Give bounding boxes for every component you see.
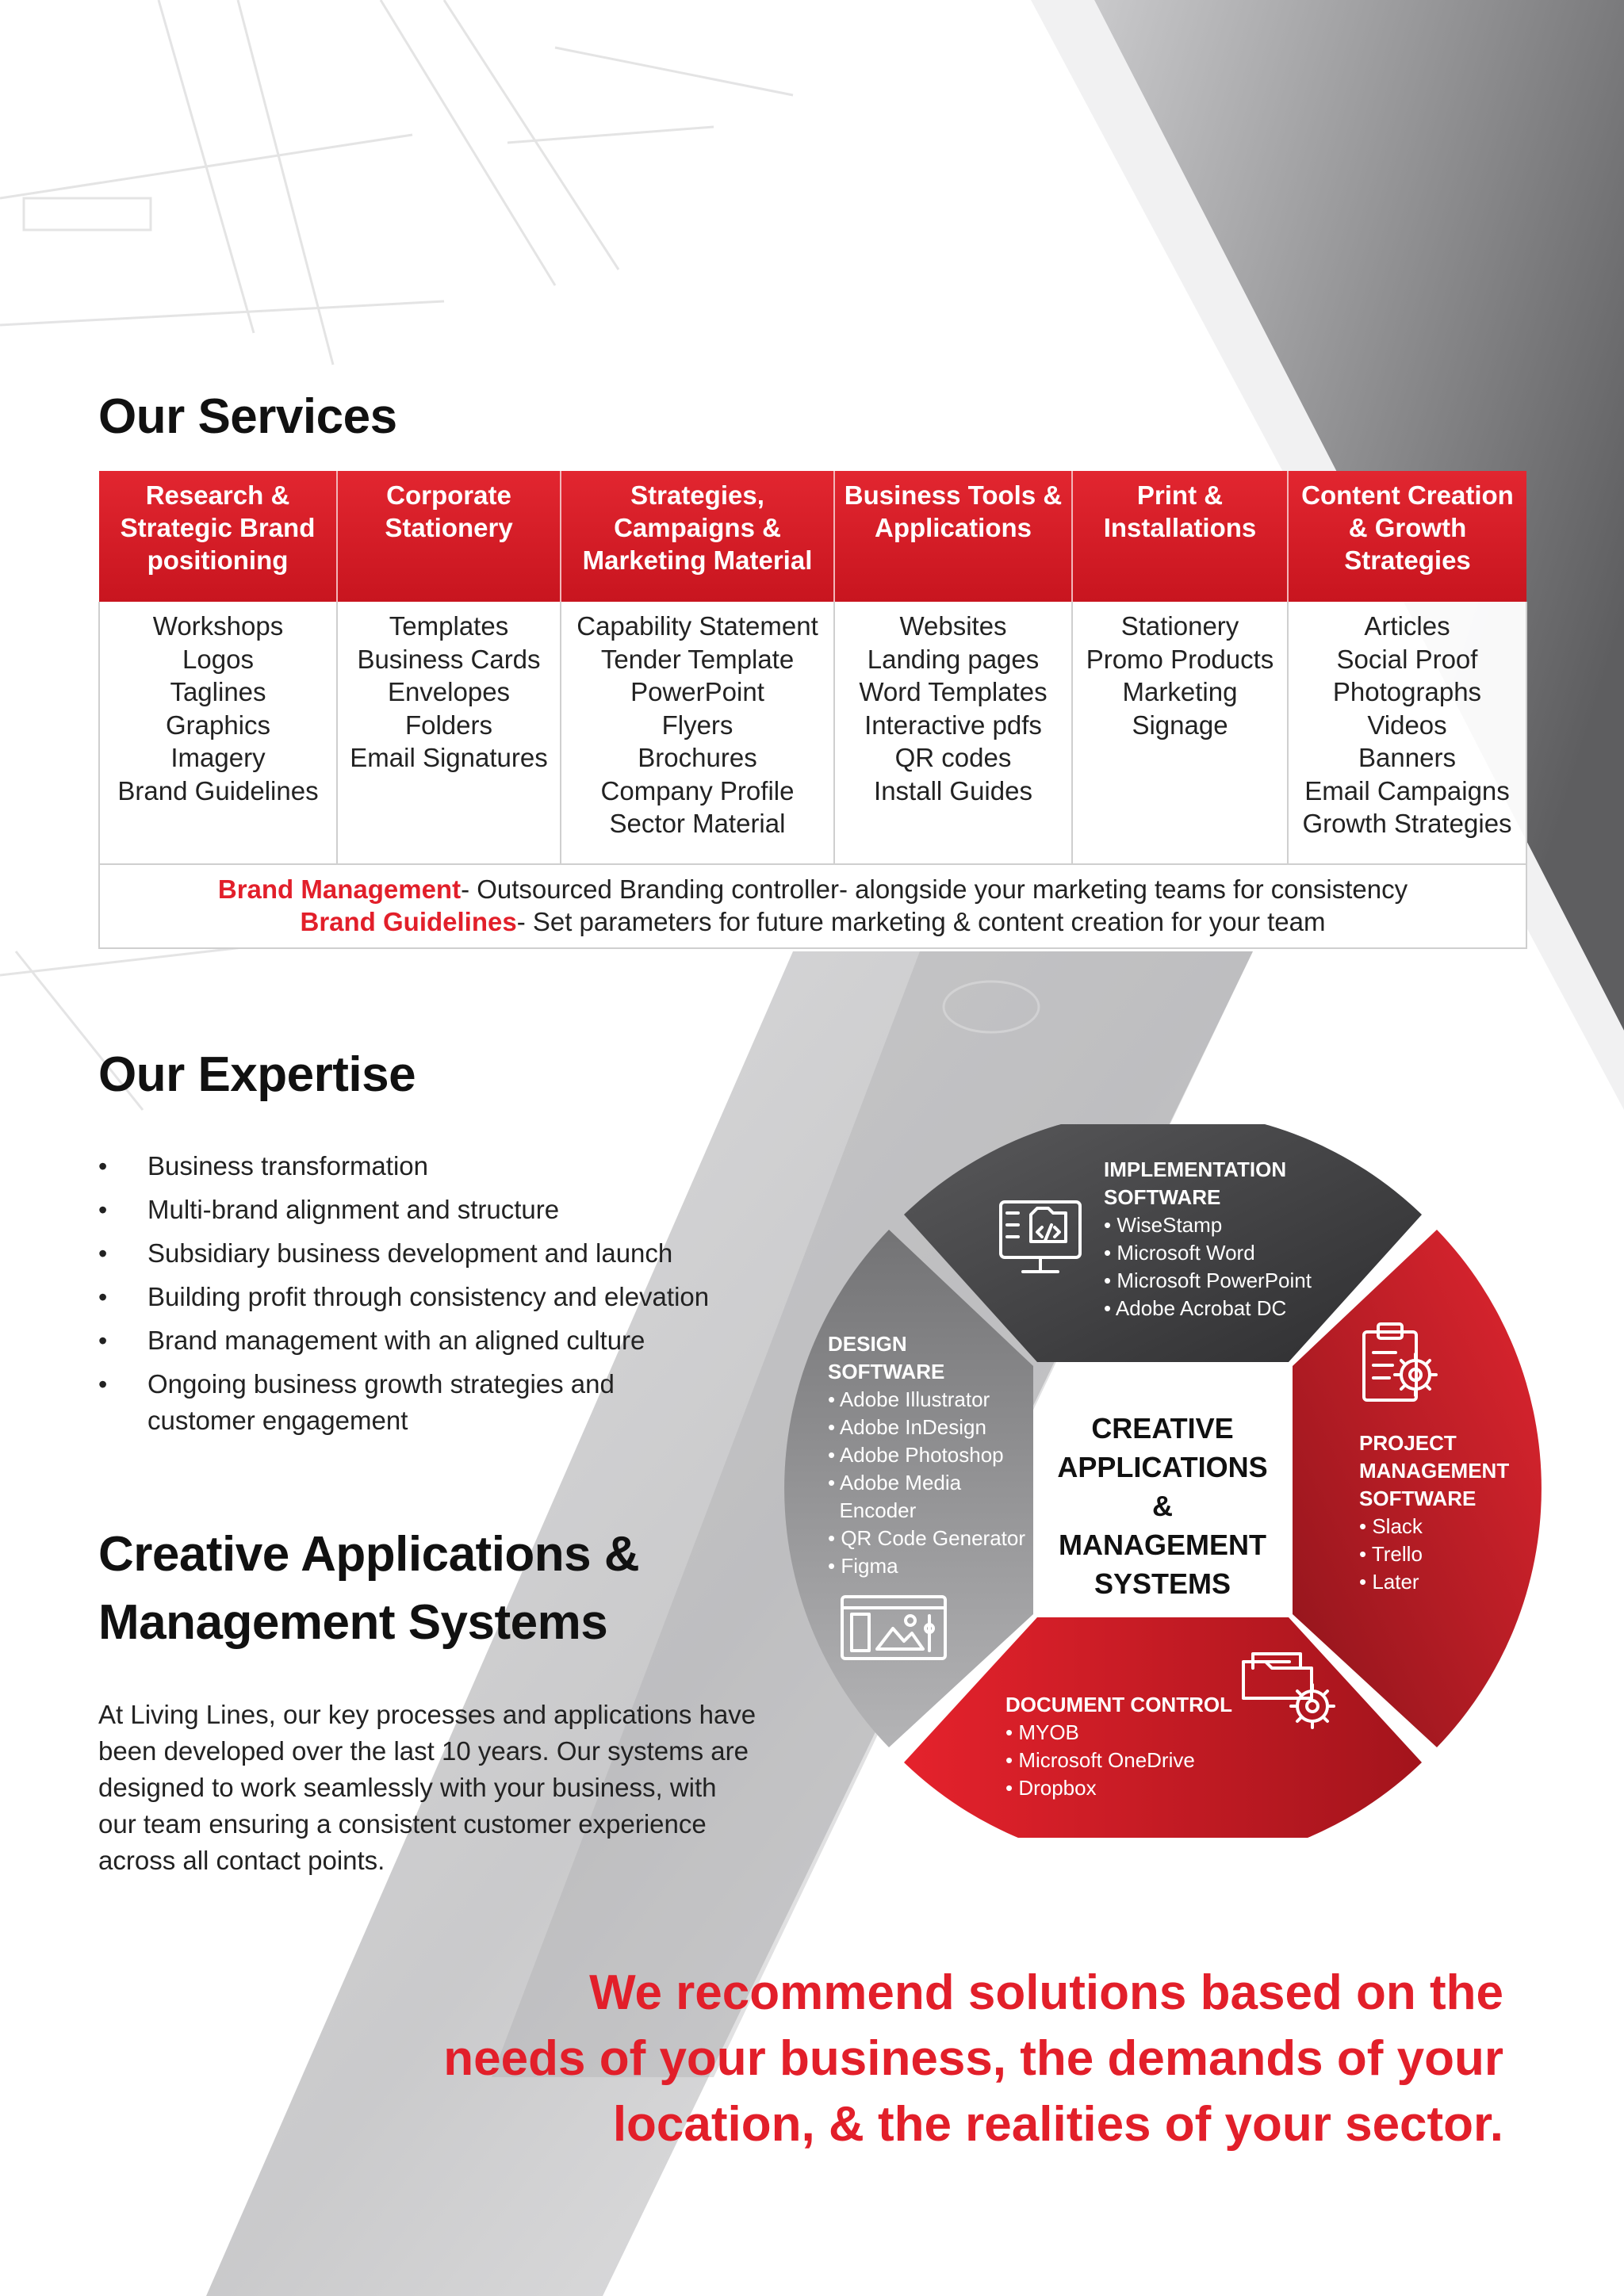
project-segment-text: [1359, 1429, 1509, 1596]
note-text: - Outsourced Branding controller- alongside your marketing teams for consistency: [461, 874, 1408, 904]
segment-title: MANAGEMENT: [1359, 1459, 1510, 1483]
list-item: Sector Material: [609, 809, 786, 838]
list-item: • Later: [1359, 1570, 1419, 1594]
note-label: Brand Management: [217, 874, 462, 904]
list-item: • QR Code Generator: [828, 1526, 1025, 1550]
list-item: • Ongoing business growth strategies and customer engagement: [98, 1366, 796, 1439]
services-header-business-tools: Business Tools & Applications: [834, 471, 1072, 602]
segment-title: SOFTWARE: [828, 1360, 945, 1383]
brand-guidelines-note: [103, 905, 1522, 939]
list-item: Capability Statement: [576, 611, 818, 641]
services-title: Our Services: [98, 389, 397, 444]
list-item: Websites: [899, 611, 1007, 641]
list-item: • Adobe InDesign: [828, 1415, 986, 1439]
list-item: • Dropbox: [1005, 1776, 1097, 1800]
bullet-marker: •: [98, 1196, 108, 1224]
list-item: Flyers: [661, 710, 733, 740]
services-header-research: Research & Strategic Brand positioning: [99, 471, 337, 602]
list-item: Signage: [1132, 710, 1228, 740]
list-item: Social Proof: [1336, 644, 1478, 674]
list-item: • Adobe Acrobat DC: [1104, 1296, 1287, 1320]
list-item: Email Signatures: [350, 743, 548, 772]
list-item: • Microsoft Word: [1104, 1241, 1255, 1265]
list-item: Brand Guidelines: [117, 775, 319, 806]
document-segment-text: [1005, 1691, 1232, 1802]
list-item: Graphics: [165, 710, 271, 740]
list-item: • Building profit through consistency and elevation: [98, 1279, 796, 1315]
cams-title: Creative Applications & Management Systems: [98, 1527, 640, 1650]
list-item: Growth Strategies: [1302, 809, 1512, 838]
list-item: Encoder: [828, 1498, 917, 1522]
services-header-print: Print & Installations: [1072, 471, 1288, 602]
brand-management-note: [103, 873, 1522, 906]
note-label: Brand Guidelines: [300, 907, 517, 936]
list-item: Install Guides: [874, 775, 1032, 806]
expertise-list: [98, 1148, 796, 1446]
design-segment-text: [828, 1330, 1025, 1580]
list-item: • Adobe Media: [828, 1471, 962, 1494]
list-item: Taglines: [170, 677, 266, 706]
list-item: • Trello: [1359, 1542, 1423, 1566]
list-item: Banners: [1358, 743, 1456, 772]
list-item: Word Templates: [859, 677, 1048, 706]
services-items-row: [99, 602, 1526, 864]
list-item: Tender Template: [600, 644, 795, 674]
list-item: Promo Products: [1086, 644, 1274, 674]
services-items-content: [1288, 602, 1526, 864]
list-item: • Business transformation: [98, 1148, 796, 1184]
list-item: QR codes: [894, 743, 1012, 772]
bullet-marker: •: [98, 1283, 108, 1311]
list-item: Company Profile: [600, 775, 795, 806]
list-item: Photographs: [1332, 677, 1482, 706]
list-item: • Adobe Photoshop: [828, 1443, 1004, 1467]
list-item: Imagery: [170, 743, 266, 772]
services-items-business-tools: [834, 602, 1072, 864]
wheel-center-label: CREATIVE APPLICATIONS & MANAGEMENT SYSTEMS: [1057, 1412, 1268, 1600]
bullet-marker: •: [98, 1239, 108, 1268]
list-item: Landing pages: [867, 644, 1040, 674]
segment-title: DOCUMENT CONTROL: [1005, 1693, 1232, 1716]
services-items-research: [99, 602, 337, 864]
list-item: PowerPoint: [630, 677, 764, 706]
list-item: • Microsoft OneDrive: [1005, 1748, 1195, 1772]
list-item: Articles: [1364, 611, 1450, 641]
services-items-print: [1072, 602, 1288, 864]
list-item: • MYOB: [1005, 1720, 1079, 1744]
list-item: Logos: [182, 644, 254, 674]
list-item: • Microsoft PowerPoint: [1104, 1269, 1312, 1292]
bullet-marker: •: [98, 1152, 108, 1181]
segment-title: IMPLEMENTATION: [1104, 1158, 1287, 1181]
services-items-strategies: [561, 602, 834, 864]
list-item: Templates: [389, 611, 509, 641]
segment-title: DESIGN: [828, 1332, 907, 1356]
note-text: - Set parameters for future marketing & content creation for your team: [516, 907, 1326, 936]
services-header-content: Content Creation & Growth Strategies: [1288, 471, 1526, 602]
list-item: Email Campaigns: [1304, 775, 1510, 806]
list-item: Videos: [1367, 710, 1447, 740]
list-item: • Multi-brand alignment and structure: [98, 1192, 796, 1228]
list-item: Brochures: [638, 743, 757, 772]
list-item: • Figma: [828, 1554, 898, 1578]
list-item: • Slack: [1359, 1514, 1423, 1538]
services-items-stationery: [337, 602, 561, 864]
list-item: Marketing: [1122, 677, 1238, 706]
expertise-title: Our Expertise: [98, 1047, 416, 1102]
services-header-strategies: Strategies, Campaigns & Marketing Material: [561, 471, 834, 602]
bullet-marker: •: [98, 1370, 108, 1399]
recommendation-tagline: We recommend solutions based on the needs of your business, the demands of your location, & the realities of your sector.: [443, 1965, 1503, 2152]
implementation-segment-text: [1104, 1156, 1312, 1322]
list-item: • Adobe Illustrator: [828, 1387, 990, 1411]
services-header-stationery: Corporate Stationery: [337, 471, 561, 602]
list-item: Business Cards: [357, 644, 541, 674]
list-item: • Brand management with an aligned culture: [98, 1322, 796, 1359]
segment-title: PROJECT: [1359, 1431, 1457, 1455]
list-item: • WiseStamp: [1104, 1213, 1223, 1237]
services-notes: [99, 864, 1526, 948]
list-item: Folders: [404, 710, 493, 740]
services-notes-row: [99, 864, 1526, 948]
list-item: Stationery: [1120, 611, 1239, 641]
bullet-marker: •: [98, 1326, 108, 1355]
segment-title: SOFTWARE: [1359, 1487, 1477, 1510]
services-header-row: [99, 471, 1526, 602]
list-item: Envelopes: [387, 677, 511, 706]
segment-title: SOFTWARE: [1104, 1185, 1221, 1209]
list-item: Workshops: [152, 611, 284, 641]
list-item: • Subsidiary business development and launch: [98, 1235, 796, 1272]
list-item: Interactive pdfs: [864, 710, 1042, 740]
cams-body-text: At Living Lines, our key processes and applications have been developed over the last 10 years. Our systems are designed to work seamlessly with your business, with our team ensuring a consistent customer experience across all contact points.: [98, 1700, 756, 1875]
services-table: [98, 471, 1527, 949]
